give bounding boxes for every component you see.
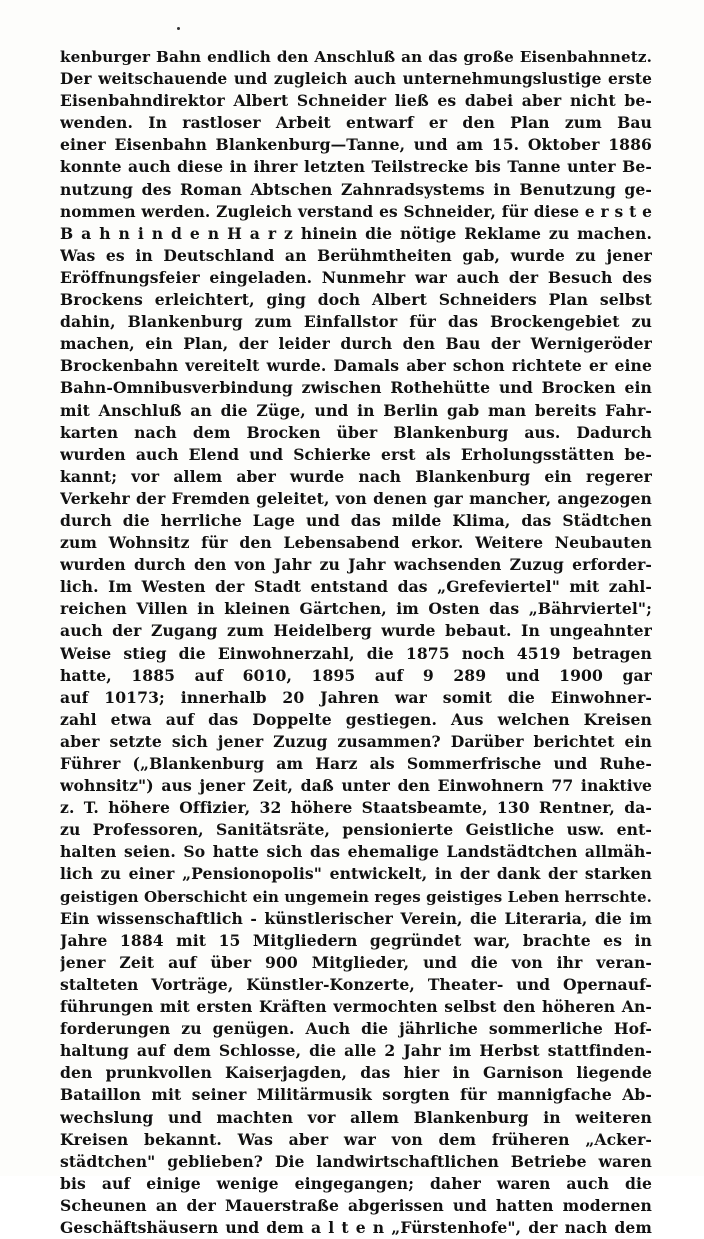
text-line: Weise stieg die Einwohnerzahl, die 1875 noch 4519 betragen [60, 643, 652, 663]
text-line: reichen Villen in kleinen Gärtchen, im Osten das „Bährviertel"; [60, 599, 652, 619]
text-body [60, 46, 652, 1239]
page-speck [177, 27, 180, 30]
text-line: stalteten Vorträge, Künstler-Konzerte, Theater- und Opernauf- [60, 974, 652, 994]
text-line: dahin, Blankenburg zum Einfallstor für das Brockengebiet zu [60, 312, 652, 332]
text-line: Ein wissenschaftlich - künstlerischer Verein, die Literaria, die im [60, 908, 652, 928]
text-line: auch der Zugang zum Heidelberg wurde bebaut. In ungeahnter [60, 621, 652, 641]
text-line: kenburger Bahn endlich den Anschluß an das große Eisenbahnnetz. [60, 48, 652, 66]
text-line: Was es in Deutschland an Berühmtheiten gab, wurde zu jener [60, 245, 652, 265]
text-line: karten nach dem Brocken über Blankenburg aus. Dadurch [60, 422, 652, 442]
text-line: einer Eisenbahn Blankenburg—Tanne, und am 15. Oktober 1886 [60, 135, 652, 155]
text-line: forderungen zu genügen. Auch die jährliche sommerliche Hof- [60, 1019, 652, 1039]
text-line: wurden durch den von Jahr zu Jahr wachsenden Zuzug erforder- [60, 555, 652, 575]
text-line: machen, ein Plan, der leider durch den Bau der Wernigeröder [60, 334, 652, 354]
text-line: städtchen" geblieben? Die landwirtschaftlichen Betriebe waren [60, 1151, 652, 1171]
text-line: bis auf einige wenige eingegangen; daher waren auch die [60, 1173, 652, 1193]
text-line: führungen mit ersten Kräften vermochten selbst den höheren An- [60, 997, 652, 1017]
text-line: nommen werden. Zugleich verstand es Schneider, für diese e r s t e [60, 202, 652, 221]
text-line: Bataillon mit seiner Militärmusik sorgten für mannigfache Ab- [60, 1085, 652, 1105]
text-line: hatte, 1885 auf 6010, 1895 auf 9 289 und 1900 gar [60, 665, 652, 685]
text-line: Bahn-Omnibusverbindung zwischen Rothehütte und Brocken ein [60, 378, 652, 398]
text-line: den prunkvollen Kaiserjagden, das hier in Garnison liegende [60, 1063, 652, 1083]
text-line: Führer („Blankenburg am Harz als Sommerfrische und Ruhe- [60, 754, 652, 773]
text-line: Eisenbahndirektor Albert Schneider ließ es dabei aber nicht be- [60, 91, 652, 111]
text-line: wohnsitz") aus jener Zeit, daß unter den Einwohnern 77 inaktive [60, 776, 652, 796]
text-line: zahl etwa auf das Doppelte gestiegen. Aus welchen Kreisen [60, 709, 652, 729]
text-line: Brockens erleichtert, ging doch Albert Schneiders Plan selbst [60, 290, 652, 310]
text-line: Scheunen an der Mauerstraße abgerissen und hatten modernen [60, 1195, 652, 1215]
text-line: Verkehr der Fremden geleitet, von denen gar mancher, angezogen [60, 488, 652, 508]
text-line: wurden auch Elend und Schierke erst als Erholungsstätten be- [60, 444, 652, 464]
text-line: Brockenbahn vereitelt wurde. Damals aber schon richtete er eine [60, 356, 652, 376]
text-line: nutzung des Roman Abtschen Zahnradsystems in Benutzung ge- [60, 179, 652, 199]
text-line: Der weitschauende und zugleich auch unternehmungslustige erste [60, 70, 652, 89]
text-line: auf 10173; innerhalb 20 Jahren war somit die Einwohner- [60, 687, 652, 707]
text-line: wechslung und machten vor allem Blankenburg in weiteren [60, 1107, 652, 1127]
text-line: B a h n i n d e n H a r z hinein die nötige Reklame zu machen. [60, 223, 652, 243]
text-line: z. T. höhere Offizier, 32 höhere Staatsbeamte, 130 Rentner, da- [60, 798, 652, 818]
text-line: kannt; vor allem aber wurde nach Blankenburg ein regerer [60, 466, 652, 486]
text-line: lich zu einer „Pensionopolis" entwickelt, in der dank der starken [60, 864, 652, 884]
text-line: aber setzte sich jener Zuzug zusammen? Darüber berichtet ein [60, 731, 652, 751]
text-line: Geschäftshäusern und dem a l t e n „Fürstenhofe", der nach dem [60, 1217, 652, 1237]
text-line: lich. Im Westen der Stadt entstand das „Grefeviertel" mit zahl- [60, 577, 652, 597]
text-line: haltung auf dem Schlosse, die alle 2 Jahr im Herbst stattfinden- [60, 1041, 652, 1061]
text-line: halten seien. So hatte sich das ehemalige Landstädtchen allmäh- [60, 842, 652, 862]
text-line: Kreisen bekannt. Was aber war von dem früheren „Acker- [60, 1129, 652, 1149]
text-line: zum Wohnsitz für den Lebensabend erkor. Weitere Neubauten [60, 533, 652, 553]
text-line: wenden. In rastloser Arbeit entwarf er den Plan zum Bau [60, 113, 652, 133]
text-line: geistigen Oberschicht ein ungemein reges geistiges Leben herrschte. [60, 887, 652, 906]
text-line: durch die herrliche Lage und das milde Klima, das Städtchen [60, 510, 652, 530]
text-line: mit Anschluß an die Züge, und in Berlin gab man bereits Fahr- [60, 400, 652, 420]
text-line: Jahre 1884 mit 15 Mitgliedern gegründet war, brachte es in [60, 930, 652, 950]
text-line: jener Zeit auf über 900 Mitglieder, und die von ihr veran- [60, 952, 652, 972]
text-line: zu Professoren, Sanitätsräte, pensionierte Geistliche usw. ent- [60, 820, 652, 840]
text-line: konnte auch diese in ihrer letzten Teilstrecke bis Tanne unter Be- [60, 157, 652, 177]
text-line: Eröffnungsfeier eingeladen. Nunmehr war auch der Besuch des [60, 267, 652, 287]
